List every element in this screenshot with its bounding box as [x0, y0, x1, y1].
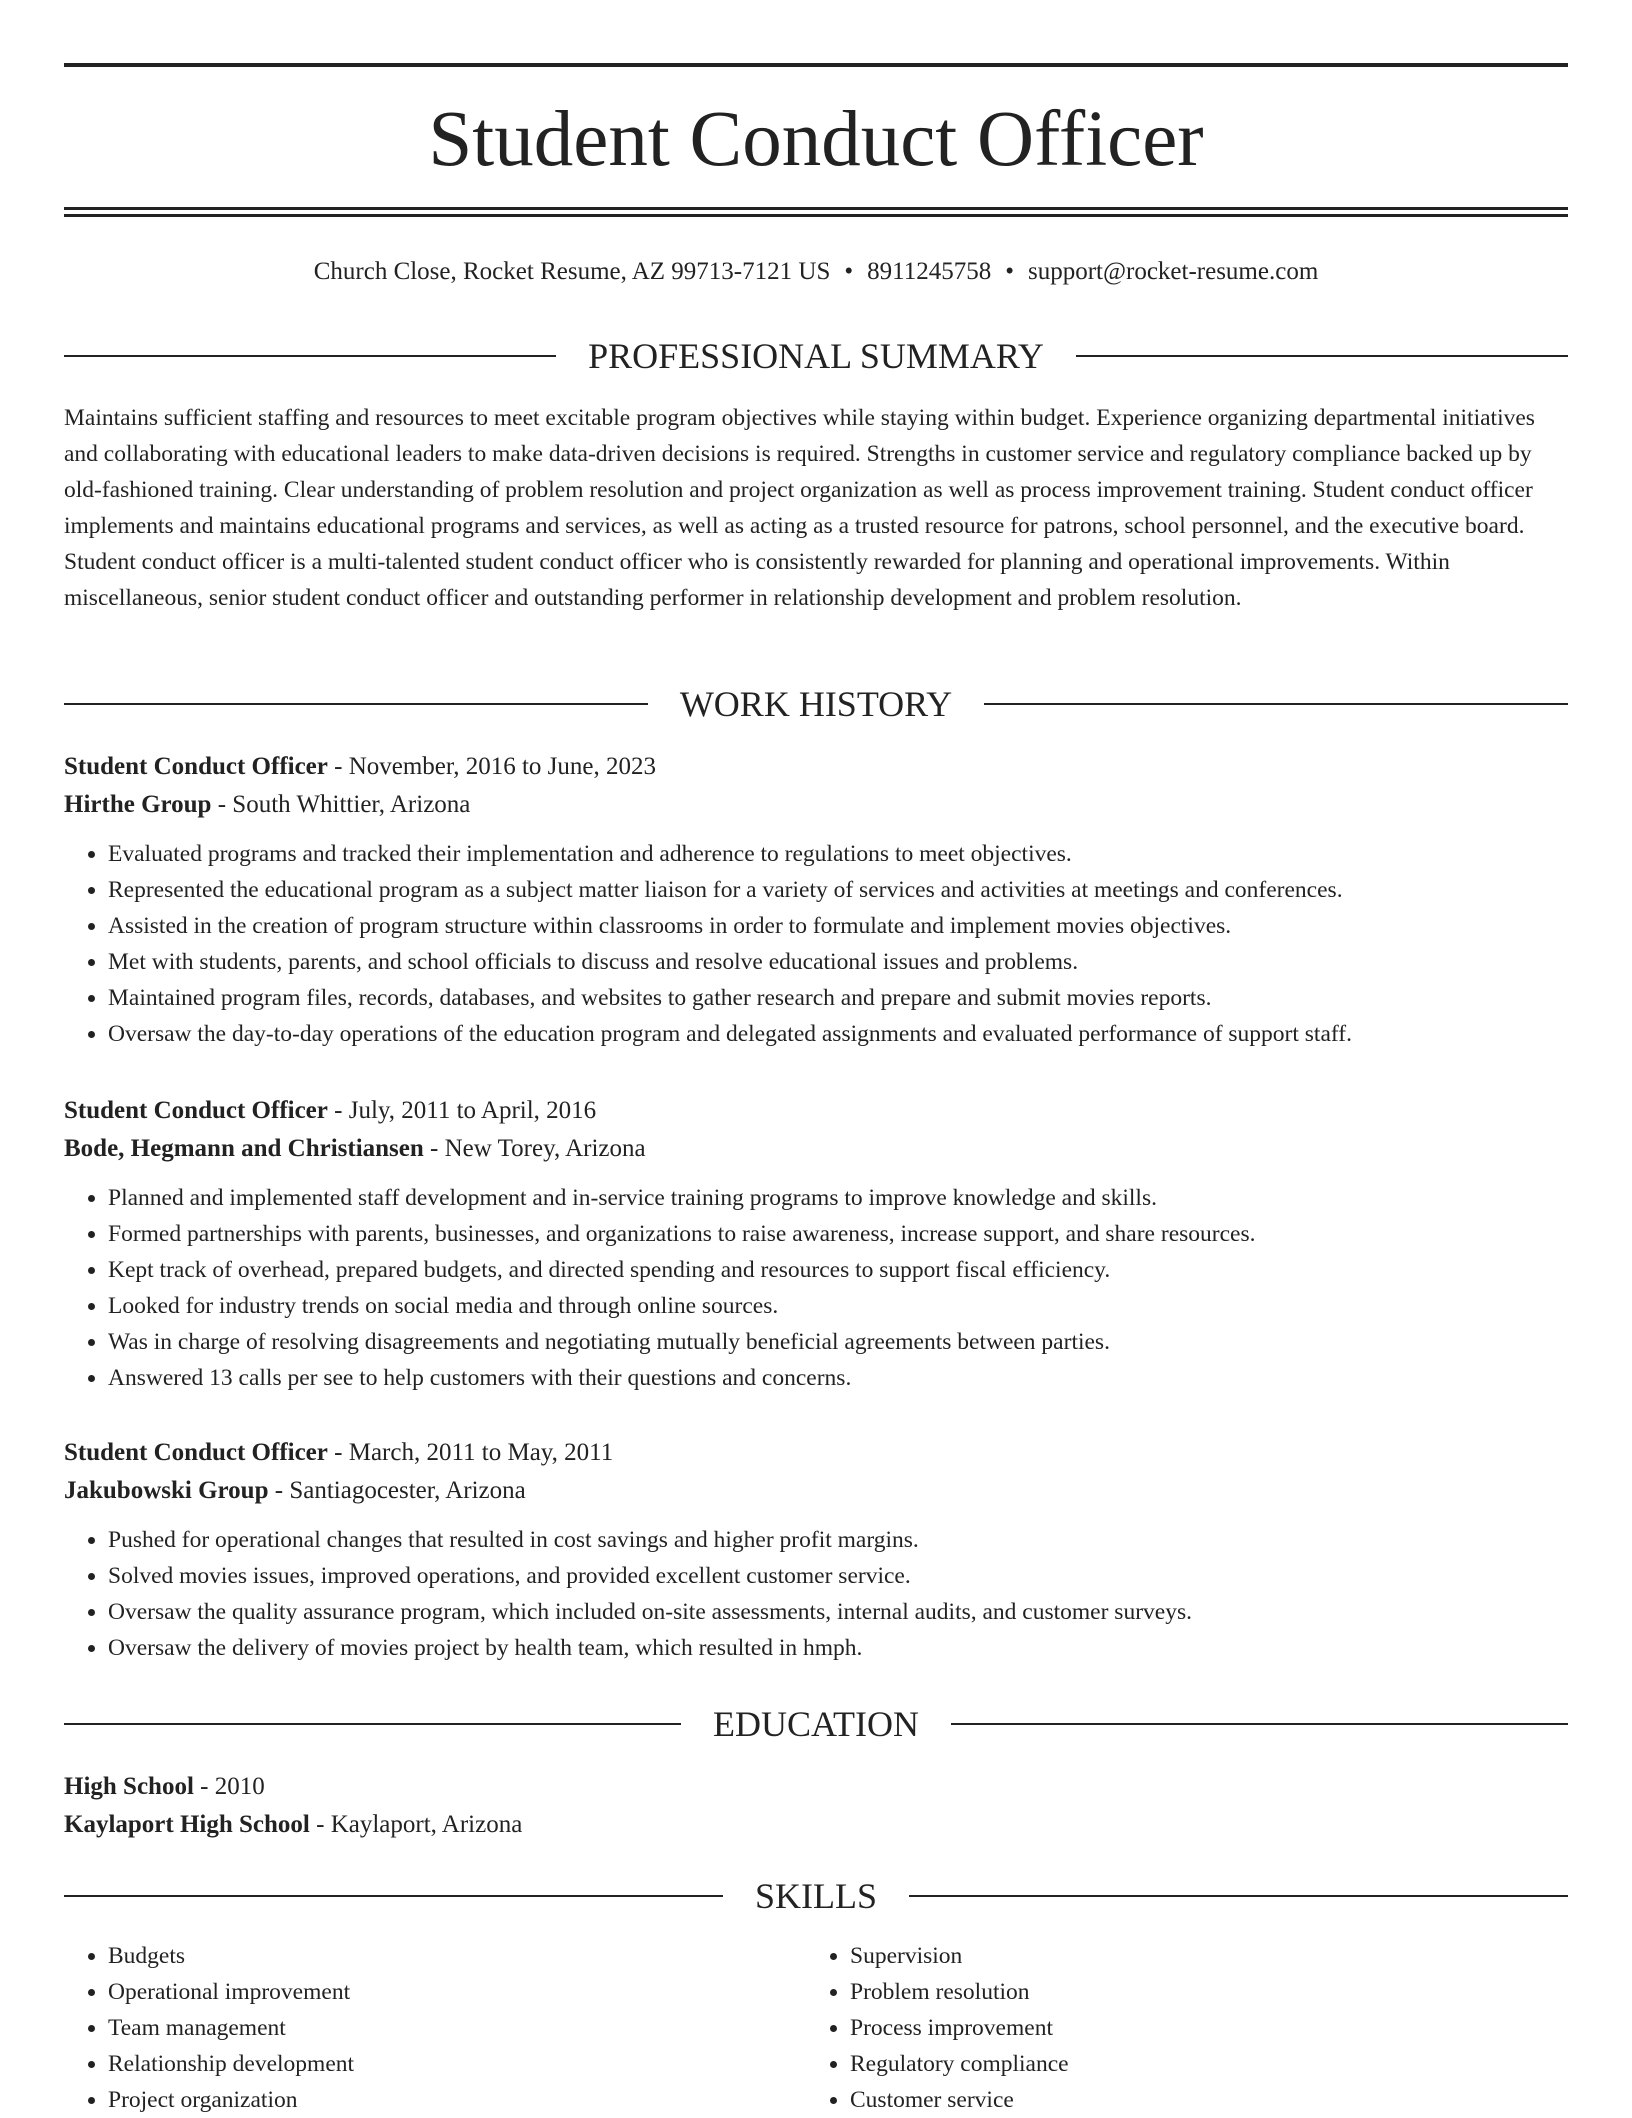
skill-item: • Operational improvement — [108, 1974, 806, 2010]
skills-heading — [64, 1874, 1568, 1918]
job-company-line — [64, 1472, 1568, 1510]
section-title: PROFESSIONAL SUMMARY — [588, 336, 1044, 376]
contact-separator: • — [844, 258, 854, 285]
section-title: WORK HISTORY — [679, 684, 953, 724]
list-item: • Looked for industry trends on social media and through online sources. — [108, 1288, 1568, 1324]
skill-item: • Budgets — [108, 1938, 806, 1974]
job-bullets — [64, 1522, 1568, 1666]
list-item: • Answered 13 calls per see to help customers with their questions and concerns. — [108, 1360, 1568, 1396]
double-rule — [64, 207, 1568, 217]
list-item: • Kept track of overhead, prepared budgets, and directed spending and resources to support fiscal efficiency. — [108, 1252, 1568, 1288]
skills-list-right — [806, 1938, 1548, 2118]
list-item: • Was in charge of resolving disagreements and negotiating mutually beneficial agreements between parties. — [108, 1324, 1568, 1360]
graduation-year: - 2010 — [193, 1773, 265, 1800]
job-company: Jakubowski Group — [64, 1477, 269, 1504]
job-company: Bode, Hegmann and Christiansen — [64, 1135, 424, 1162]
job-company-line — [64, 786, 1568, 824]
degree: High School — [64, 1773, 194, 1800]
job-company-line — [64, 1130, 1568, 1168]
job-title: Student Conduct Officer — [64, 753, 328, 780]
contact-separator: • — [1005, 258, 1014, 285]
job-location: - New Torey, Arizona — [423, 1135, 646, 1162]
school-name: Kaylaport High School — [64, 1811, 310, 1838]
list-item: • Represented the educational program as a subject matter liaison for a variety of services and activities at meetings and conferences. — [108, 872, 1568, 908]
skill-item: • Process improvement — [850, 2010, 1548, 2046]
skills-list-left — [64, 1938, 806, 2118]
summary-text: Maintains sufficient staffing and resources to meet excitable program objectives while staying within budget. Experience organizing departmental initiatives and collaborating with educational leaders to make data-driven decisions is required. Strengths in customer service and regulatory compliance backed up by old-fashioned training. Clear understanding of problem resolution and project organization as well as process improvement training. Student conduct officer implements and maintains educational programs and services, as well as acting as a trusted resource for patrons, school personnel, and the executive board. Student conduct officer is a multi-talented student conduct officer who is consistently rewarded for planning and operational improvements. Within miscellaneous, senior student conduct officer and outstanding performer in relationship development and problem resolution. — [64, 405, 1535, 611]
job-dates: - November, 2016 to June, 2023 — [327, 753, 657, 780]
list-item: • Oversaw the day-to-day operations of the education program and delegated assignments and evaluated performance of support staff. — [108, 1016, 1568, 1052]
contact-email: support@rocket-resume.com — [1027, 258, 1319, 285]
heading-rule — [64, 703, 648, 705]
skill-item: • Relationship development — [108, 2046, 806, 2082]
section-title: SKILLS — [755, 1876, 878, 1916]
list-item: • Oversaw the delivery of movies project by health team, which resulted in hmph. — [108, 1630, 1568, 1666]
list-item: • Formed partnerships with parents, businesses, and organizations to raise awareness, increase support, and share resources. — [108, 1216, 1568, 1252]
education-entry — [64, 1768, 1568, 1844]
skill-item: • Customer service — [850, 2082, 1548, 2118]
job-location: - South Whittier, Arizona — [211, 791, 471, 818]
list-item: • Pushed for operational changes that resulted in cost savings and higher profit margins. — [108, 1522, 1568, 1558]
heading-rule — [64, 1895, 723, 1897]
list-item: • Assisted in the creation of program structure within classrooms in order to formulate and implement movies objectives. — [108, 908, 1568, 944]
heading-rule — [64, 355, 556, 357]
list-item: • Met with students, parents, and school officials to discuss and resolve educational issues and problems. — [108, 944, 1568, 980]
skill-item: • Project organization — [108, 2082, 806, 2118]
section-title: EDUCATION — [713, 1704, 919, 1744]
education-heading — [64, 1702, 1568, 1746]
summary-heading — [64, 334, 1568, 378]
heading-rule — [984, 703, 1568, 705]
job-company: Hirthe Group — [64, 791, 212, 818]
work-history-heading — [64, 682, 1568, 726]
job-title-line — [64, 1092, 1568, 1130]
heading-rule — [64, 1723, 681, 1725]
job-title-line — [64, 1434, 1568, 1472]
job-dates: - March, 2011 to May, 2011 — [327, 1439, 614, 1466]
job-location: - Santiagocester, Arizona — [268, 1477, 526, 1504]
job-bullets — [64, 1180, 1568, 1396]
heading-rule — [951, 1723, 1568, 1725]
school-line — [64, 1806, 1568, 1844]
candidate-name: Student Conduct Officer — [428, 96, 1204, 183]
job-bullets — [64, 836, 1568, 1052]
top-rule — [64, 63, 1568, 67]
contact-address: Church Close, Rocket Resume, AZ 99713-7121 US — [313, 258, 831, 285]
skills-columns — [64, 1938, 1568, 2118]
contact-phone: 8911245758 — [867, 258, 992, 285]
list-item: • Solved movies issues, improved operations, and provided excellent customer service. — [108, 1558, 1568, 1594]
heading-rule — [909, 1895, 1568, 1897]
skill-item: • Problem resolution — [850, 1974, 1548, 2010]
job-title: Student Conduct Officer — [64, 1439, 328, 1466]
skill-item: • Supervision — [850, 1938, 1548, 1974]
job-entry — [64, 1092, 1568, 1396]
contact-info — [64, 252, 1568, 292]
degree-line — [64, 1768, 1568, 1806]
list-item: • Planned and implemented staff development and in-service training programs to improve knowledge and skills. — [108, 1180, 1568, 1216]
job-entry — [64, 1434, 1568, 1666]
job-entry — [64, 748, 1568, 1052]
list-item: • Evaluated programs and tracked their implementation and adherence to regulations to meet objectives. — [108, 836, 1568, 872]
job-dates: - July, 2011 to April, 2016 — [327, 1097, 597, 1124]
heading-rule — [1076, 355, 1568, 357]
school-location: - Kaylaport, Arizona — [309, 1811, 523, 1838]
list-item: • Oversaw the quality assurance program, which included on-site assessments, internal audits, and customer surveys. — [108, 1594, 1568, 1630]
job-title-line — [64, 748, 1568, 786]
skill-item: • Team management — [108, 2010, 806, 2046]
job-title: Student Conduct Officer — [64, 1097, 328, 1124]
list-item: • Maintained program files, records, databases, and websites to gather research and prepare and submit movies reports. — [108, 980, 1568, 1016]
skill-item: • Regulatory compliance — [850, 2046, 1548, 2082]
